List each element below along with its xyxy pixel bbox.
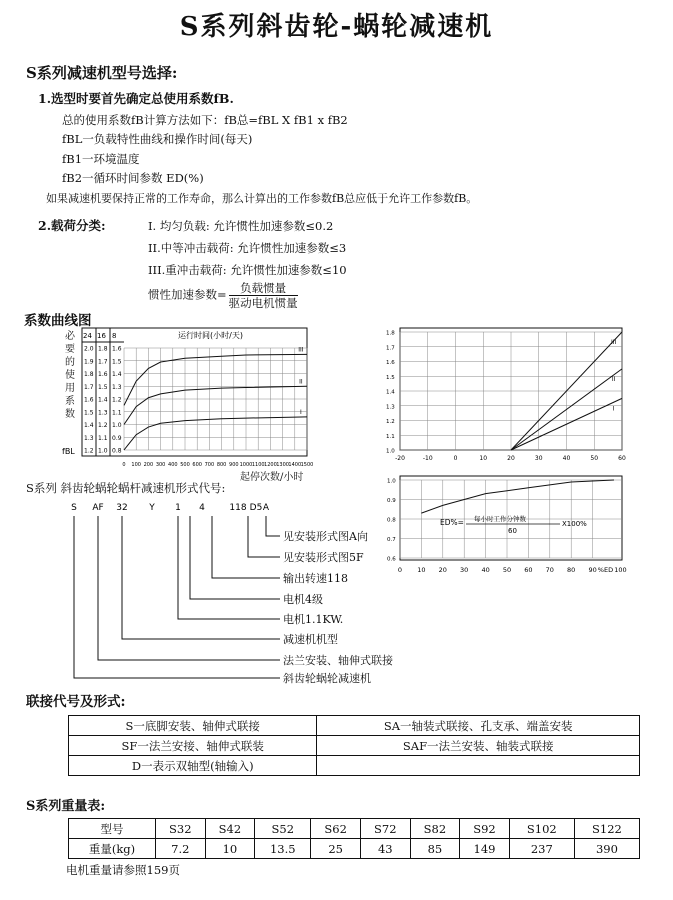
col-header-24: 24	[83, 332, 92, 340]
table-cell	[317, 756, 640, 776]
series-line	[421, 480, 614, 513]
y-tick-label: 1.3	[386, 404, 395, 411]
code-part: 1	[175, 503, 181, 513]
x-tick-label: %ED	[597, 566, 614, 574]
code-part: Y	[149, 503, 155, 513]
service-factor-chart	[60, 326, 322, 476]
y-tick-label: 1.1	[112, 409, 122, 417]
ed-chart	[384, 470, 634, 580]
x-tick-label: 300	[155, 462, 166, 468]
code-annotation: 电机4级	[283, 593, 323, 606]
table-cell: SA一轴装式联接、孔支承、端盖安装	[317, 716, 640, 736]
table-row	[69, 716, 640, 736]
bracket-line	[74, 516, 280, 678]
weight-value-cell: 25	[311, 839, 361, 859]
code-annotation: 见安装形式图5F	[283, 551, 364, 564]
weight-model-cell: S42	[205, 819, 255, 839]
y-tick-label: 0.8	[387, 517, 396, 524]
col24-tick-label: 1.8	[84, 371, 94, 378]
ed-formula-left: ED%=	[440, 518, 464, 527]
x-tick-label: 50	[502, 566, 512, 574]
weight-value-cell: 10	[205, 839, 255, 859]
col16-tick-label: 1.8	[98, 345, 108, 353]
x-tick-label: 800	[216, 462, 227, 468]
col24-tick-label: 1.3	[84, 434, 94, 442]
y-tick-label: 0.7	[387, 537, 396, 543]
formula-line: 总的使用系数fB计算方法如下：fB总=fBL X fB1 x fB2	[62, 113, 348, 127]
series-label: I	[612, 405, 615, 413]
series-label: I	[300, 408, 302, 416]
code-part: 4	[199, 503, 205, 513]
code-part: AF	[92, 503, 104, 513]
chart1-title: 运行时间(小时/天)	[178, 331, 243, 340]
x-tick-label: 60	[618, 455, 626, 462]
code-annotation: 减速机机型	[283, 633, 338, 646]
y-tick-label: 0.9	[112, 434, 122, 442]
y-tick-label: 1.4	[386, 389, 395, 396]
table-cell: SAF一法兰安装、轴装式联接	[317, 736, 640, 756]
chart1-ylabel: 必要的使用系数	[65, 331, 75, 420]
x-tick-label: 30	[460, 566, 469, 574]
x-tick-label: 200	[143, 462, 154, 468]
weight-model-cell: S72	[360, 819, 410, 839]
weight-value-cell: 7.2	[156, 839, 206, 859]
col16-tick-label: 1.1	[98, 434, 108, 442]
series-label: III	[611, 339, 617, 346]
x-tick-label: 10	[479, 455, 488, 462]
fb1-definition: fB1一环境温度	[62, 152, 140, 166]
code-annotation: 斜齿轮蜗轮减速机	[283, 672, 371, 685]
col-header-8: 8	[112, 332, 117, 340]
weight-model-cell: S32	[156, 819, 206, 839]
inertia-denominator: 驱动电机惯量	[228, 296, 298, 310]
weight-model-cell: S52	[255, 819, 311, 839]
x-tick-label: 900	[229, 462, 239, 468]
col16-tick-label: 1.6	[98, 371, 108, 378]
y-tick-label: 1.8	[386, 330, 395, 337]
x-tick-label: 30	[534, 455, 543, 462]
x-tick-label: 400	[168, 462, 178, 468]
load-class-3: III.重冲击载荷: 允许惯性加速参数≤10	[148, 263, 347, 277]
y-tick-label: 1.0	[386, 448, 395, 455]
code-part: 32	[116, 503, 128, 513]
table-cell: S一底脚安装、轴伸式联接	[69, 716, 317, 736]
weight-value-cell: 85	[410, 839, 460, 859]
y-tick-label: 1.7	[386, 345, 395, 352]
table-row	[69, 736, 640, 756]
chart1-xlabel: 起停次数/小时	[240, 472, 304, 483]
fb2-definition: fB2一循环时间参数 ED(%)	[62, 171, 204, 185]
x-tick-label: 20	[507, 455, 515, 462]
bracket-line	[212, 516, 280, 578]
x-tick-label: 1100	[251, 462, 265, 468]
table-cell: SF一法兰安接、轴伸式联装	[69, 736, 317, 756]
weight-model-cell: S102	[509, 819, 574, 839]
y-tick-label: 0.6	[387, 556, 396, 563]
col16-tick-label: 1.5	[98, 383, 108, 391]
connection-table	[68, 715, 640, 776]
y-tick-label: 1.6	[112, 345, 122, 353]
inertia-fraction	[229, 281, 298, 310]
weight-model-cell: S62	[311, 819, 361, 839]
connection-heading: 联接代号及形式:	[26, 694, 126, 710]
weight-model-cell: S122	[574, 819, 639, 839]
x-tick-label: 100	[131, 462, 141, 468]
y-tick-label: 1.1	[386, 433, 395, 440]
col-header-16: 16	[97, 332, 106, 340]
y-tick-label: 1.5	[386, 374, 395, 381]
weight-value-cell: 43	[360, 839, 410, 859]
col16-tick-label: 1.2	[98, 422, 108, 429]
code-annotation: 电机1.1KW.	[283, 613, 344, 626]
curves-heading: 系数曲线图	[24, 313, 92, 329]
col24-tick-label: 1.7	[84, 383, 94, 391]
code-annotation: 输出转速118	[283, 572, 348, 585]
x-tick-label: 40	[562, 455, 571, 462]
x-tick-label: 80	[567, 566, 576, 574]
col24-tick-label: 1.6	[84, 396, 94, 404]
ed-formula-right: X100%	[562, 520, 587, 528]
bracket-line	[98, 516, 280, 660]
weight-model-cell: S92	[460, 819, 510, 839]
col16-tick-label: 1.3	[98, 409, 108, 417]
col16-tick-label: 1.0	[98, 447, 108, 455]
x-tick-label: 1400	[288, 462, 302, 468]
selection-heading: S系列减速机型号选择:	[26, 64, 178, 82]
model-code-heading: S系列 斜齿轮蜗轮蜗杆减速机形式代号:	[26, 481, 226, 495]
y-tick-label: 1.3	[112, 383, 122, 391]
weight-note: 电机重量请参照159页	[66, 863, 180, 877]
x-tick-label: 1500	[300, 462, 314, 468]
weight-value-cell: 237	[509, 839, 574, 859]
x-tick-label: 500	[180, 462, 190, 468]
load-class-1: I. 均匀负载: 允许惯性加速参数≤0.2	[148, 219, 334, 233]
weight-row-label: 重量(kg)	[69, 839, 156, 859]
code-part: D5	[249, 503, 263, 513]
page-title: S系列斜齿轮-蜗轮减速机	[179, 12, 494, 42]
x-tick-label: 10	[417, 566, 426, 574]
x-tick-label: 90	[588, 566, 597, 574]
x-tick-label: 50	[590, 455, 599, 462]
x-tick-label: -10	[422, 455, 433, 462]
y-tick-label: 1.6	[386, 360, 395, 366]
code-annotation: 法兰安装、轴伸式联接	[283, 654, 393, 667]
inertia-label: 惯性加速参数=	[148, 287, 227, 302]
x-tick-label: 100	[614, 566, 627, 574]
weight-header-label: 型号	[69, 819, 156, 839]
fbl-axis-label: fBL	[62, 447, 75, 456]
x-tick-label: 0	[397, 566, 403, 574]
code-part: 118	[229, 503, 247, 513]
x-tick-label: 0	[122, 462, 126, 468]
y-tick-label: 1.0	[387, 478, 396, 485]
code-part: S	[71, 503, 77, 513]
weight-heading: S系列重量表:	[26, 799, 106, 814]
step1-text: 1.选型时要首先确定总使用系数fB.	[38, 91, 234, 106]
selection-note: 如果减速机要保持正常的工作寿命，那么计算出的工作参数fB总应低于允许工作参数fB。	[46, 192, 478, 205]
x-tick-label: 40	[481, 566, 490, 574]
bracket-line	[178, 516, 280, 619]
series-label: II	[299, 378, 303, 386]
table-row	[69, 819, 640, 839]
bracket-line	[266, 516, 280, 536]
x-tick-label: 60	[524, 566, 533, 574]
inertia-numerator: 负载惯量	[229, 281, 298, 296]
weight-value-cell: 390	[574, 839, 639, 859]
series-label: III	[298, 346, 304, 354]
y-tick-label: 0.8	[112, 447, 122, 455]
ed-formula-denominator: 60	[508, 527, 517, 535]
x-tick-label: 0	[453, 455, 458, 462]
code-part: A	[262, 503, 270, 513]
y-tick-label: 1.2	[386, 419, 395, 425]
col16-tick-label: 1.4	[98, 396, 108, 404]
code-annotation: 见安装形式图A向	[283, 530, 368, 543]
table-row	[69, 756, 640, 776]
temperature-chart	[384, 324, 634, 464]
weight-model-cell: S82	[410, 819, 460, 839]
col24-tick-label: 1.4	[84, 422, 94, 429]
table-row	[69, 839, 640, 859]
x-tick-label: 600	[192, 462, 202, 468]
y-tick-label: 1.4	[112, 371, 122, 378]
series-label: II	[611, 375, 616, 383]
inertia-formula	[148, 281, 298, 310]
col24-tick-label: 1.9	[84, 358, 94, 366]
weight-table	[68, 818, 640, 859]
series-line	[124, 354, 307, 405]
x-tick-label: 70	[545, 566, 554, 574]
ed-formula-numerator: 每小时工作分钟数	[474, 515, 526, 523]
load-class-2: II.中等冲击载荷: 允许惯性加速参数≤3	[148, 241, 347, 255]
x-tick-label: 20	[438, 566, 447, 574]
y-tick-label: 1.2	[112, 396, 122, 404]
x-tick-label: 700	[204, 462, 215, 468]
col24-tick-label: 2.0	[84, 345, 94, 353]
fbl-definition: fBL一负载特性曲线和操作时间(每天)	[62, 132, 253, 146]
weight-value-cell: 13.5	[255, 839, 311, 859]
x-tick-label: 1300	[276, 462, 289, 468]
x-tick-label: 1000	[239, 462, 253, 468]
col24-tick-label: 1.2	[84, 447, 94, 455]
col16-tick-label: 1.7	[98, 358, 108, 366]
load-heading: 2.载荷分类:	[38, 218, 106, 233]
weight-value-cell: 149	[460, 839, 510, 859]
y-tick-label: 1.0	[112, 422, 122, 429]
series-line	[124, 417, 307, 450]
col24-tick-label: 1.5	[84, 409, 94, 417]
table-cell: D一表示双轴型(轴输入)	[69, 756, 317, 776]
x-tick-label: -20	[395, 455, 405, 462]
y-tick-label: 0.9	[387, 498, 396, 504]
x-tick-label: 1200	[264, 462, 277, 468]
y-tick-label: 1.5	[112, 358, 122, 366]
